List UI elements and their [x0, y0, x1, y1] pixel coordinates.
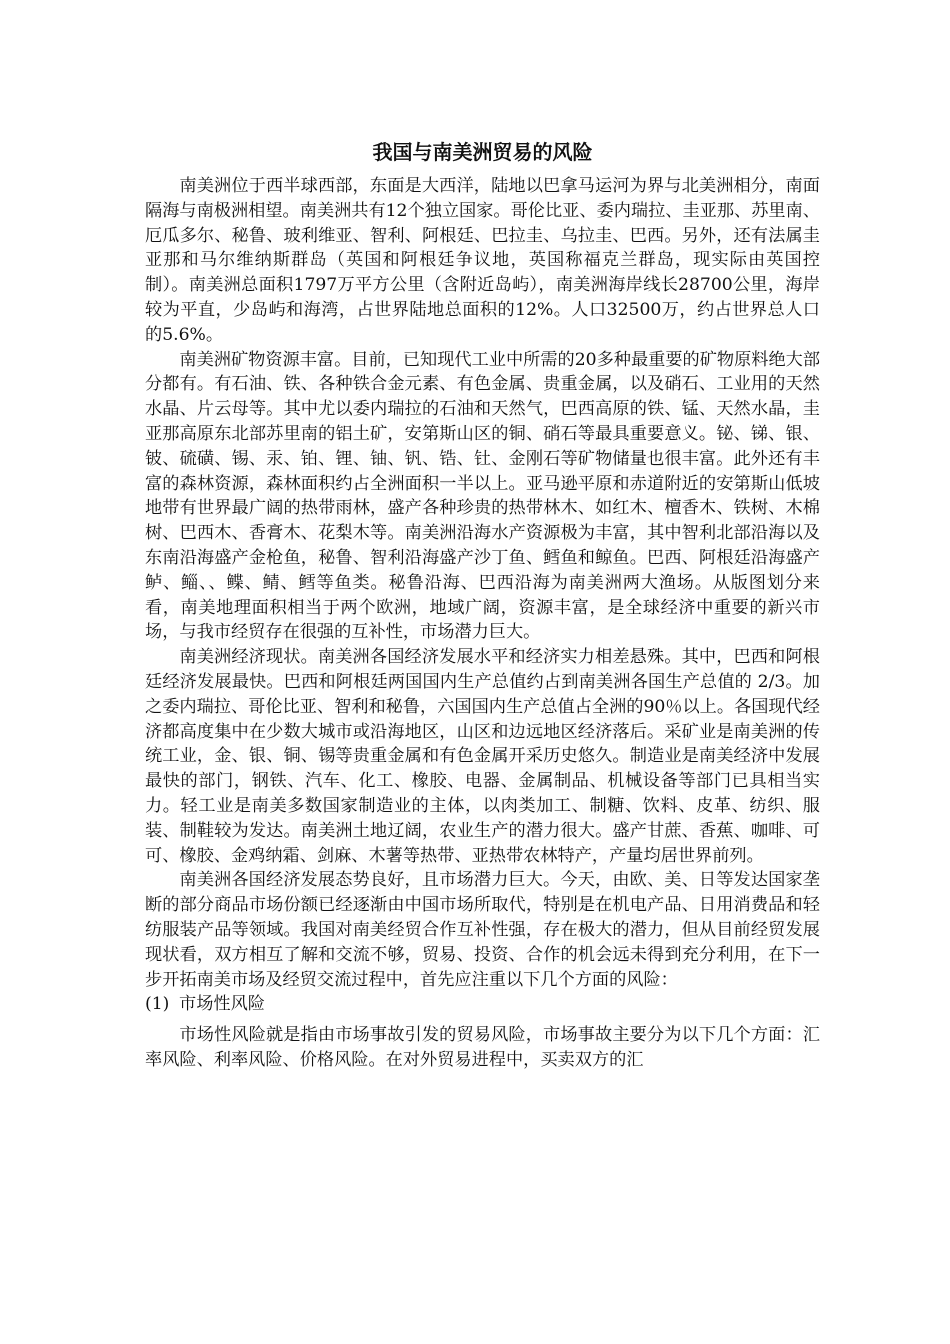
document-page — [145, 138, 820, 1073]
paragraph-resources: 南美洲矿物资源丰富。目前，已知现代工业中所需的20多种最重要的矿物原料绝大部分都有。有石油、铁、各种铁合金元素、有色金属、贵重金属，以及硝石、工业用的天然水晶、片云母等。其中尤以委内瑞拉的石油和天然气，巴西高原的铁、锰、天然水晶，圭亚那高原东北部苏里南的铝土矿，安第斯山区的铜、硝石等最具重要意义。铋、锑、银、铍、硫磺、锡、汞、铂、锂、铀、钒、锆、钍、金刚石等矿物储量也很丰富。此外还有丰富的森林资源，森林面积约占全洲面积一半以上。亚马逊平原和赤道附近的安第斯山低坡地带有世界最广阔的热带雨林，盛产各种珍贵的热带林木、如红木、檀香木、铁树、木棉树、巴西木、香膏木、花梨木等。南美洲沿海水产资源极为丰富，其中智利北部沿海以及东南沿海盛产金枪鱼，秘鲁、智利沿海盛产沙丁鱼、鳕鱼和鲸鱼。巴西、阿根廷沿海盛产鲈、鲻、、鲽、鲭、鳕等鱼类。秘鲁沿海、巴西沿海为南美洲两大渔场。从版图划分来看，南美地理面积相当于两个欧洲，地域广阔，资源丰富，是全球经济中重要的新兴市场，与我市经贸存在很强的互补性，市场潜力巨大。 — [145, 349, 821, 643]
paragraph-economy: 南美洲经济现状。南美洲各国经济发展水平和经济实力相差悬殊。其中，巴西和阿根廷经济发展最快。巴西和阿根廷两国国内生产总值约占到南美洲各国生产总值的 2/3。加之委内瑞拉、哥伦比亚、智利和秘鲁，六国国内生产总值占全洲的90％以上。各国现代经济都高度集中在少数大城市或沿海地区，山区和边远地区经济落后。采矿业是南美洲的传统工业，金、银、铜、锡等贵重金属和有色金属开采历史悠久。制造业是南美经济中发展最快的部门，钢铁、汽车、化工、橡胶、电器、金属制品、机械设备等部门已具相当实力。轻工业是南美多数国家制造业的主体，以肉类加工、制糖、饮料、皮革、纺织、服装、制鞋较为发达。南美洲土地辽阔，农业生产的潜力很大。盛产甘蔗、香蕉、咖啡、可可、橡胶、金鸡纳霜、剑麻、木薯等热带、亚热带农林特产，产量均居世界前列。 — [145, 647, 820, 866]
section-heading — [145, 992, 820, 1017]
section-number: (1) — [145, 994, 170, 1015]
paragraph-market-risk: 市场性风险就是指由市场事故引发的贸易风险，市场事故主要分为以下几个方面：汇率风险、利率风险、价格风险。在对外贸易进程中，买卖双方的汇 — [145, 1025, 820, 1070]
section-heading-text: 市场性风险 — [179, 994, 265, 1015]
paragraph-geography: 南美洲位于西半球西部，东面是大西洋，陆地以巴拿马运河为界与北美洲相分，南面隔海与南极洲相望。南美洲共有12个独立国家。哥伦比亚、委内瑞拉、圭亚那、苏里南、厄瓜多尔、秘鲁、玻利维亚、智利、阿根廷、巴拉圭、乌拉圭、巴西。另外，还有法属圭亚那和马尔维纳斯群岛（英国和阿根廷争议地，英国称福克兰群岛，现实际由英国控制）。南美洲总面积1797万平方公里（含附近岛屿），南美洲海岸线长28700公里，海岸较为平直，少岛屿和海湾，占世界陆地总面积的12%。人口32500万，约占世界总人口的5.6%。 — [145, 176, 820, 345]
paragraph-market-outlook: 南美洲各国经济发展态势良好，且市场潜力巨大。今天，由欧、美、日等发达国家垄断的部分商品市场份额已经逐渐由中国市场所取代，特别是在机电产品、日用消费品和轻纺服装产品等领域。我国对南美经贸合作互补性强，存在极大的潜力，但从目前经贸发展现状看，双方相互了解和交流不够，贸易、投资、合作的机会远未得到充分利用，在下一步开拓南美市场及经贸交流过程中，首先应注重以下几个方面的风险： — [145, 870, 820, 990]
document-title: 我国与南美洲贸易的风险 — [372, 140, 593, 164]
